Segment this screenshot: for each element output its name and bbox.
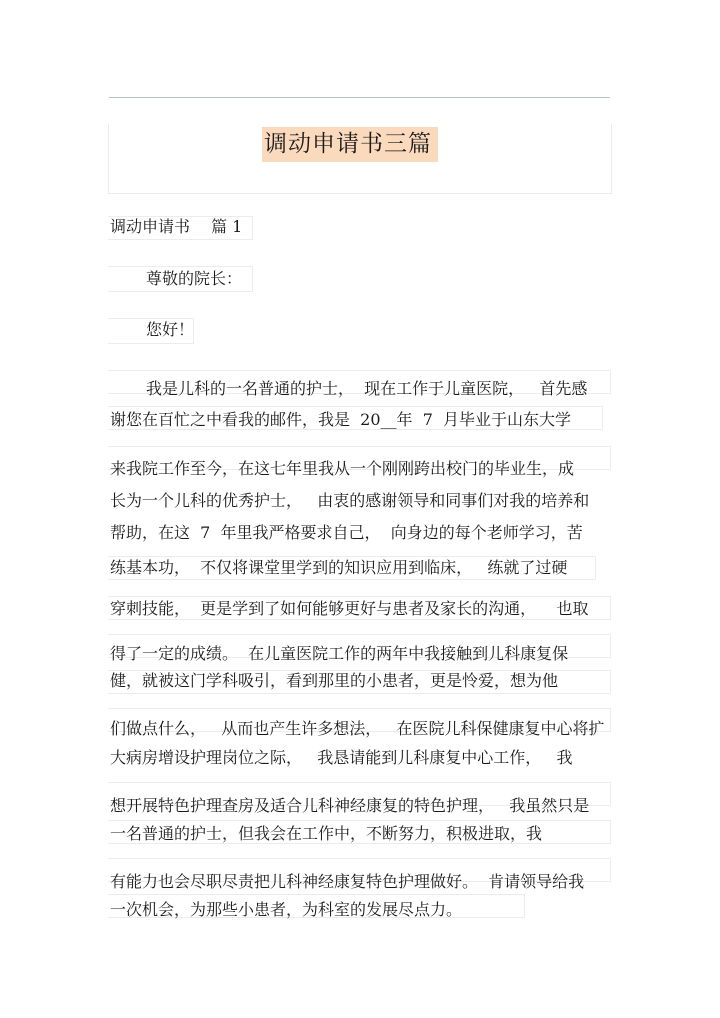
body-line: 有能力也会尽职尽责把儿科神经康复特色护理做好。 肯请领导给我: [110, 872, 585, 891]
greeting: 您好！: [146, 320, 195, 339]
document-title: 调动申请书三篇: [262, 127, 438, 162]
section-heading: 调动申请书 篇 1: [110, 217, 243, 236]
body-line: 得了一定的成绩。 在儿童医院工作的两年中我接触到儿科康复保: [110, 644, 569, 663]
body-line: 大病房增设护理岗位之际， 我恳请能到儿科康复中心工作， 我: [110, 748, 573, 767]
body-line: 健，就被这门学科吸引，看到那里的小患者，更是怜爱，想为他: [110, 671, 559, 690]
body-line: 长为一个儿科的优秀护士， 由衷的感谢领导和同事们对我的培养和: [110, 491, 590, 510]
top-rule: [109, 97, 610, 98]
body-line: 一次机会，为那些小患者，为科室的发展尽点力。: [110, 900, 463, 919]
body-line: 帮助，在这 7 年里我严格要求自己， 向身边的每个老师学习，苦: [110, 523, 583, 542]
salutation: 尊敬的院长：: [146, 269, 243, 288]
body-line: 谢您在百忙之中看我的邮件，我是 20__年 7 月毕业于山东大学: [110, 410, 572, 429]
body-line: 一名普通的护士，但我会在工作中，不断努力，积极进取，我: [110, 824, 543, 843]
body-line: 来我院工作至今，在这七年里我从一个刚刚跨出校门的毕业生，成: [110, 459, 575, 478]
body-line: 想开展特色护理查房及适合儿科神经康复的特色护理， 我虽然只是: [110, 796, 590, 815]
body-line: 我是儿科的一名普通的护士， 现在工作于儿童医院， 首先感: [146, 379, 588, 398]
body-line: 们做点什么， 从而也产生许多想法， 在医院儿科保健康复中心将扩: [110, 719, 605, 738]
body-line: 练基本功， 不仅将课堂里学到的知识应用到临床， 练就了过硬: [110, 558, 568, 577]
body-line: 穿刺技能， 更是学到了如何能够更好与患者及家长的沟通， 也取: [110, 599, 589, 618]
